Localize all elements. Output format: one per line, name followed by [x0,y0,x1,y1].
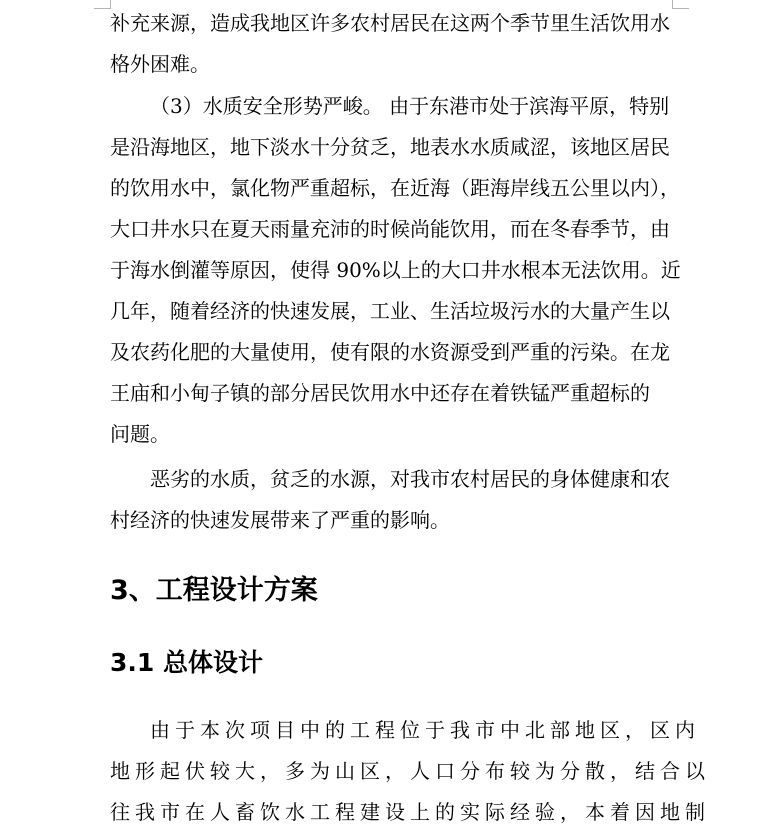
paragraph-impact [110,459,670,541]
text-line: 及农药化肥的大量使用，使有限的水资源受到严重的污染。在龙 [110,340,670,364]
text-line: 问题。 [110,422,170,446]
crop-mark-right [672,0,689,9]
paragraph-water-shortage-end [110,3,670,85]
text-line: 王庙和小甸子镇的部分居民饮用水中还存在着铁锰严重超标的 [110,381,650,405]
text-line: 村经济的快速发展带来了严重的影响。 [110,508,450,532]
text-line: 几年，随着经济的快速发展，工业、生活垃圾污水的大量产生以 [110,299,670,323]
subsection-heading: 3.1 总体设计 [110,648,263,677]
text-line: 由于本次项目中的工程位于我市中北部地区，区内 [150,718,700,742]
section-heading: 3、工程设计方案 [110,575,318,606]
text-line: 恶劣的水质，贫乏的水源，对我市农村居民的身体健康和农 [150,467,670,491]
crop-mark-left [94,0,111,9]
text-line: 的饮用水中，氯化物严重超标，在近海（距海岸线五公里以内）， [110,176,680,200]
text-line: 格外困难。 [110,52,210,76]
text-line: 于海水倒灌等原因，使得 90%以上的大口井水根本无法饮用。近 [110,258,681,282]
text-line: 往我市在人畜饮水工程建设上的实际经验，本着因地制 [110,800,710,824]
text-line: 地形起伏较大，多为山区，人口分布较为分散，结合以 [110,759,710,783]
text-line: 是沿海地区，地下淡水十分贫乏，地表水水质咸涩，该地区居民 [110,135,670,159]
paragraph-overall-design [110,710,710,833]
text-line: 补充来源，造成我地区许多农村居民在这两个季节里生活饮用水 [110,11,670,35]
text-line: （3）水质安全形势严峻。 由于东港市处于滨海平原，特别 [150,94,670,118]
paragraph-water-quality [110,86,681,455]
text-line: 大口井水只在夏天雨量充沛的时候尚能饮用，而在冬春季节，由 [110,217,670,241]
